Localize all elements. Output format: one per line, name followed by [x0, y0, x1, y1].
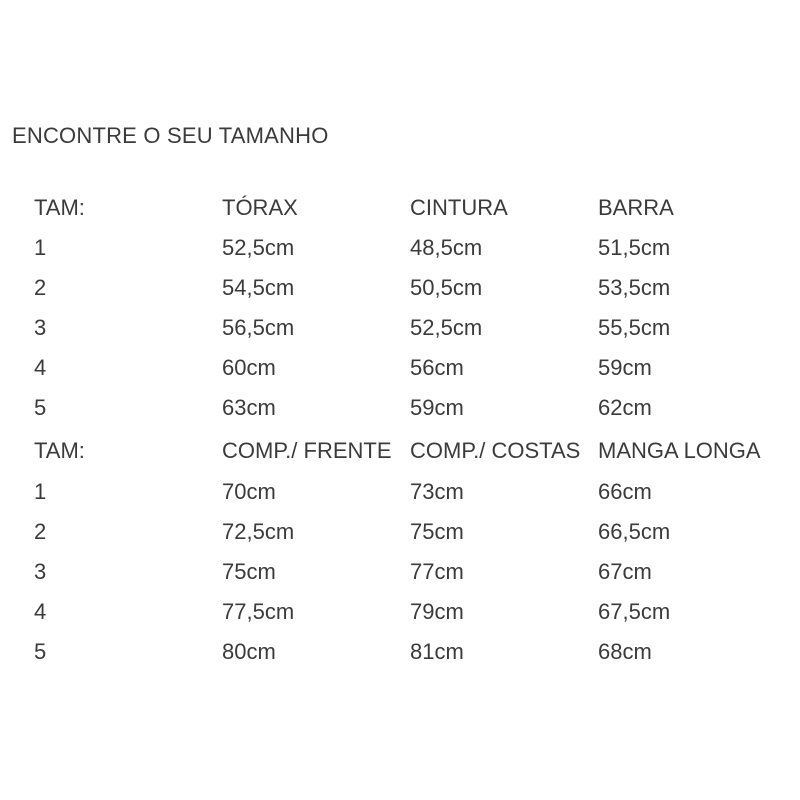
back-length-cell: 79cm: [410, 599, 464, 624]
header-chest: TÓRAX: [222, 195, 298, 220]
hem-cell: 55,5cm: [598, 315, 671, 340]
header-waist: CINTURA: [410, 195, 508, 220]
header-size: TAM:: [34, 438, 85, 463]
long-sleeve-cell: 67,5cm: [598, 599, 671, 624]
long-sleeve-cell: 66,5cm: [598, 519, 671, 544]
table-header-row: [34, 430, 778, 472]
waist-cell: 59cm: [410, 395, 464, 420]
table-row: [34, 512, 778, 552]
waist-cell: 56cm: [410, 355, 464, 380]
hem-cell: 51,5cm: [598, 235, 671, 260]
size-cell: 1: [34, 479, 47, 504]
waist-cell: 52,5cm: [410, 315, 483, 340]
table-row: [34, 348, 778, 388]
long-sleeve-cell: 67cm: [598, 559, 652, 584]
chest-cell: 60cm: [222, 355, 276, 380]
back-length-cell: 73cm: [410, 479, 464, 504]
size-cell: 3: [34, 559, 47, 584]
front-length-cell: 70cm: [222, 479, 276, 504]
front-length-cell: 80cm: [222, 639, 276, 664]
size-cell: 4: [34, 599, 47, 624]
size-cell: 2: [34, 275, 47, 300]
waist-cell: 48,5cm: [410, 235, 483, 260]
size-cell: 5: [34, 639, 47, 664]
front-length-cell: 72,5cm: [222, 519, 295, 544]
header-hem: BARRA: [598, 195, 674, 220]
size-cell: 2: [34, 519, 47, 544]
back-length-cell: 81cm: [410, 639, 464, 664]
hem-cell: 59cm: [598, 355, 652, 380]
table-row: [34, 388, 778, 428]
table-header-row: [34, 188, 778, 228]
size-cell: 1: [34, 235, 47, 260]
chest-cell: 52,5cm: [222, 235, 295, 260]
waist-cell: 50,5cm: [410, 275, 483, 300]
long-sleeve-cell: 68cm: [598, 639, 652, 664]
size-cell: 5: [34, 395, 47, 420]
back-length-cell: 75cm: [410, 519, 464, 544]
table-row: [34, 472, 778, 512]
table-row: [34, 268, 778, 308]
table-row: [34, 228, 778, 268]
size-cell: 3: [34, 315, 47, 340]
size-table-measurements: [34, 188, 778, 428]
chest-cell: 56,5cm: [222, 315, 295, 340]
front-length-cell: 75cm: [222, 559, 276, 584]
size-cell: 4: [34, 355, 47, 380]
hem-cell: 53,5cm: [598, 275, 671, 300]
back-length-cell: 77cm: [410, 559, 464, 584]
header-long-sleeve: MANGA LONGA: [598, 438, 761, 463]
chest-cell: 54,5cm: [222, 275, 295, 300]
front-length-cell: 77,5cm: [222, 599, 295, 624]
table-row: [34, 592, 778, 632]
size-table-lengths: [34, 430, 778, 672]
header-front-length: COMP./ FRENTE: [222, 438, 392, 463]
chest-cell: 63cm: [222, 395, 276, 420]
long-sleeve-cell: 66cm: [598, 479, 652, 504]
table-row: [34, 552, 778, 592]
header-back-length: COMP./ COSTAS: [410, 438, 581, 463]
page-title: ENCONTRE O SEU TAMANHO: [12, 123, 329, 148]
header-size: TAM:: [34, 195, 85, 220]
table-row: [34, 632, 778, 672]
table-row: [34, 308, 778, 348]
hem-cell: 62cm: [598, 395, 652, 420]
